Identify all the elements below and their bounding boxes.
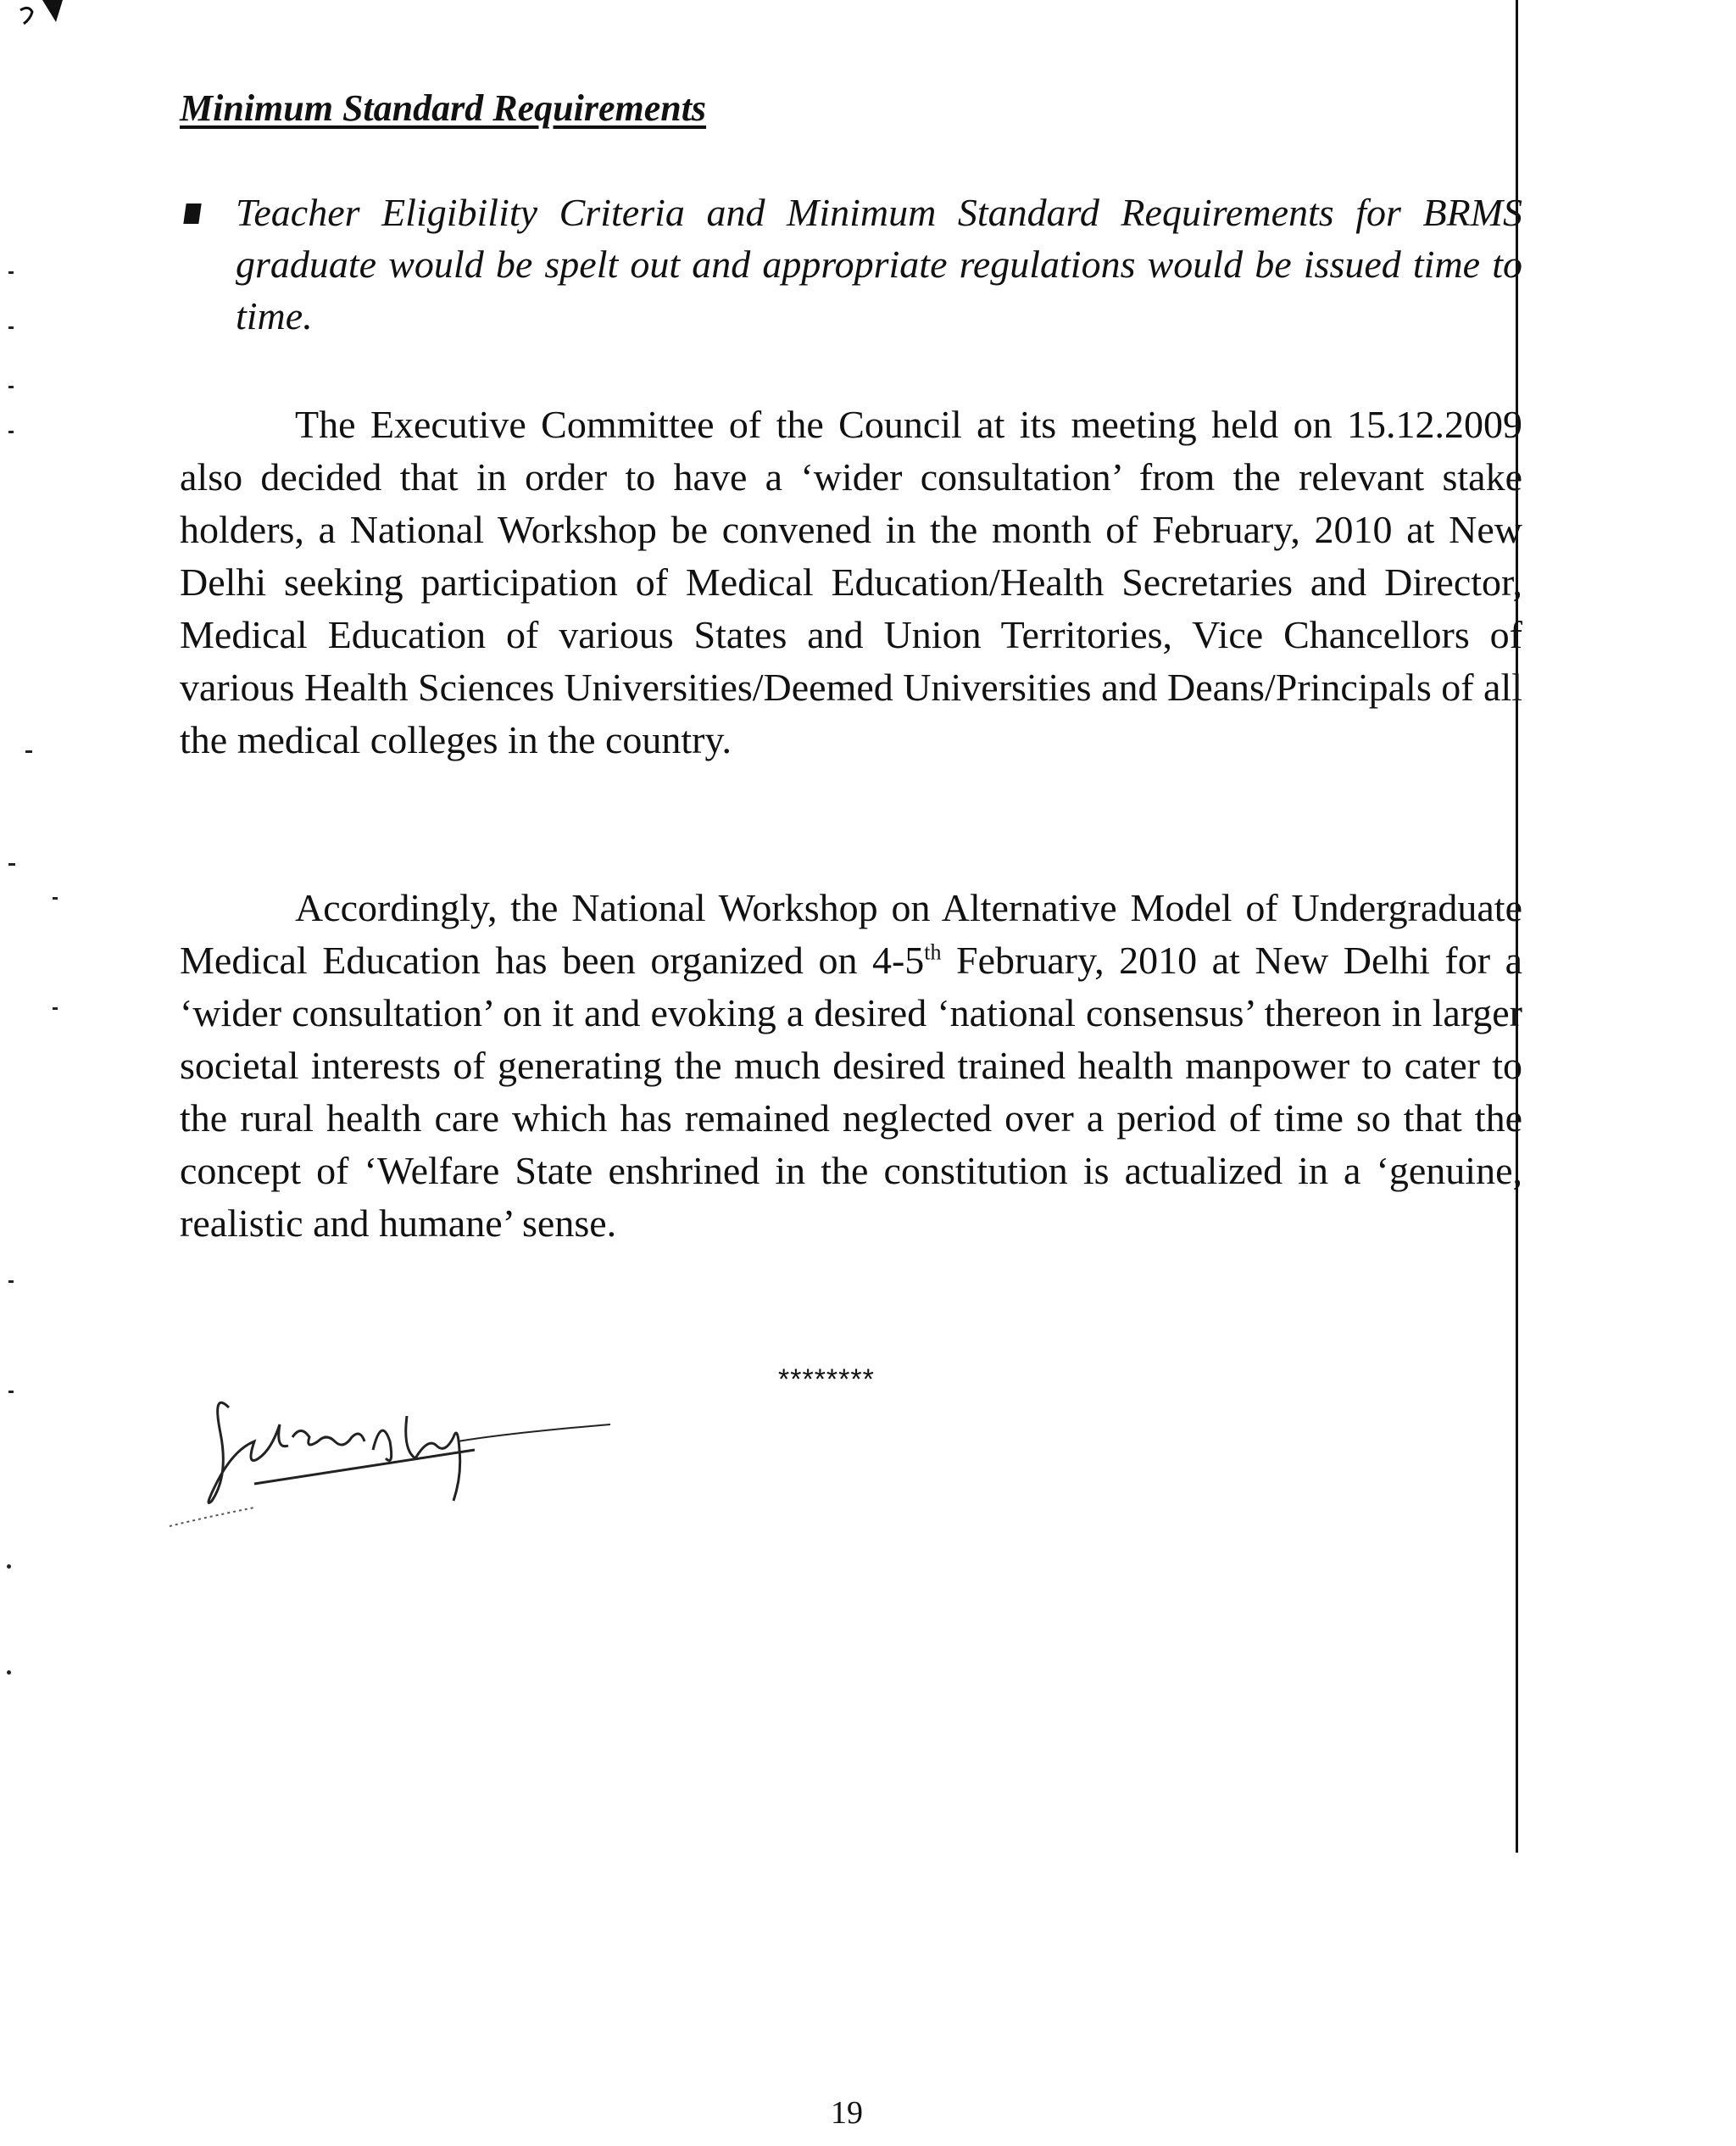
scan-speck [8,386,14,388]
scan-speck [53,1007,58,1010]
section-heading: Minimum Standard Requirements [180,87,707,129]
bullet-item [236,187,1522,342]
scan-speck [25,750,32,753]
scan-speck [8,326,14,329]
paragraph-text: February, 2010 at New Delhi for a ‘wider consultation’ on it and evoking a desired ‘national consensus’ thereon in larger societal interests of generating the much desired trained health manpower to cater to the rural health care which has remained neglected over a period of time so that the concept of ‘Welfare State enshrined in the constitution is actualized in a ‘genuine, realistic and humane’ sense. [180,939,1523,1245]
paragraph-national-workshop [180,882,1522,1250]
scan-speck [8,1280,14,1283]
signature-image [153,1357,627,1535]
scan-speck [53,897,58,900]
section-separator: ******** [778,1363,875,1396]
scan-speck [7,1564,11,1569]
paragraph-committee-decision: The Executive Committee of the Council at its meeting held on 15.12.2009 also decided that in order to have a ‘wider consultation’ from the relevant stake holders, a National Workshop be convened in the month of February, 2010 at New Delhi seeking participation of Medical Education/Health Secretaries and Director, Medical Education of various States and Union Territories, Vice Chancellors of various Health Sciences Universities/Deemed Universities and Deans/Principals of all the medical colleges in the country. [180,403,1523,761]
ordinal-suffix: th [924,939,942,965]
bullet-icon [183,203,201,224]
scan-speck [8,863,15,866]
scan-artifact-icon [17,0,68,34]
scan-speck [8,1391,14,1393]
scan-speck [8,431,14,433]
scan-speck [7,1670,11,1675]
paragraph-text: Accordingly, the National Workshop on Alternative Model of Undergraduate Medical Education has been organized on 4-5 [180,886,1522,982]
page-number: 19 [831,2095,863,2131]
bullet-text: Teacher Eligibility Criteria and Minimum Standard Requirements for BRMS graduate would be spelt out and appropriate regulations would be issued time to time. [236,191,1522,337]
scan-speck [8,271,14,274]
